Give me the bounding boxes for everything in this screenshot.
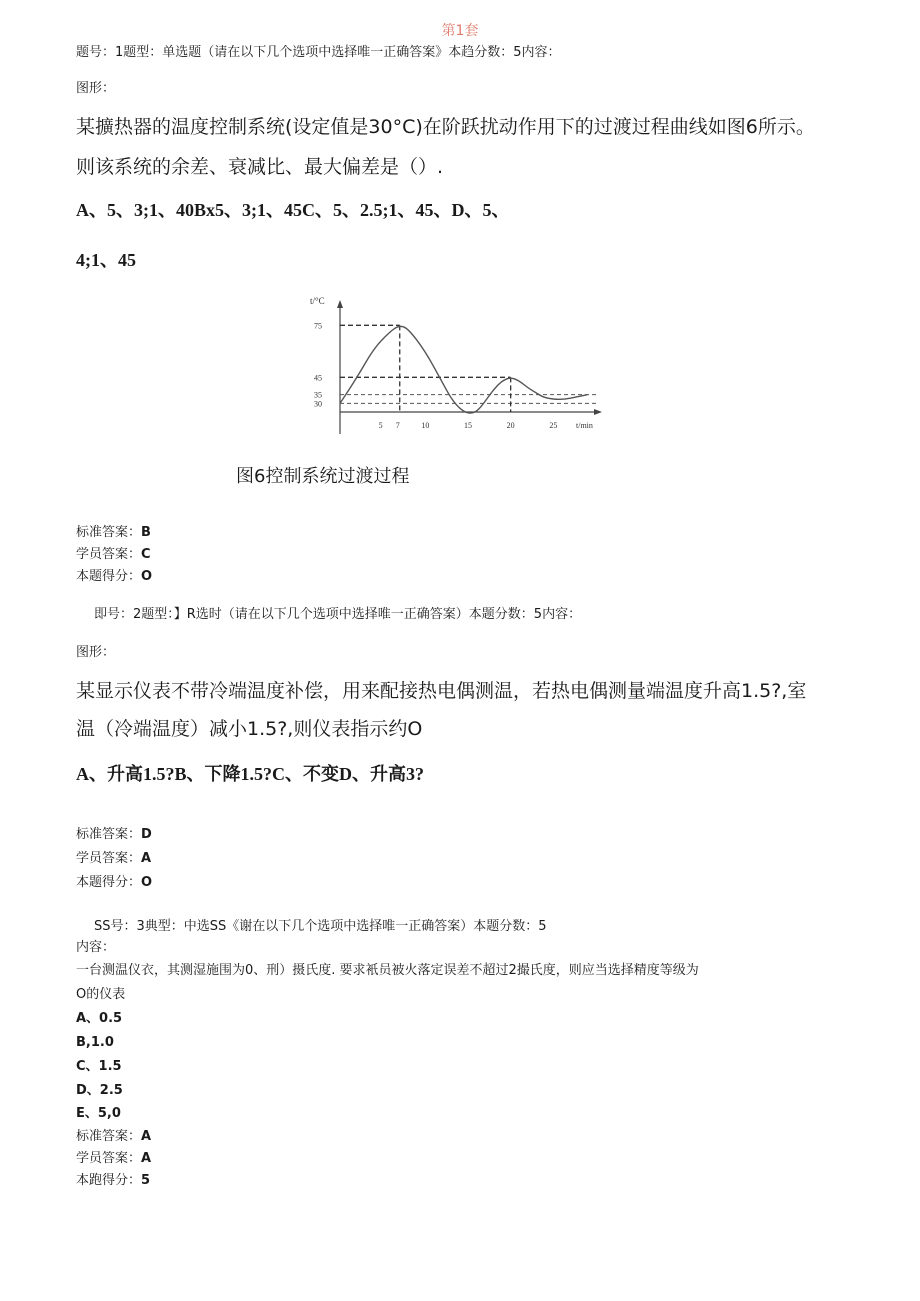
q1-stem-line1: 某擴热器的温度控制系统(设定值是30°C)在阶跃扰动作用下的过渡过程曲线如图6所示。 [76, 116, 815, 138]
x-axis-arrow [594, 409, 602, 415]
x-tick-label: 5 [378, 421, 383, 430]
q1-figure-label: 图形： [76, 81, 116, 96]
standard-answer-label: 标准答案： [76, 827, 142, 842]
x-tick-label: 25 [549, 421, 558, 430]
q2-options: A、升高1.5?B、下降1.5?C、不变D、升高3? [76, 764, 425, 784]
q1-options-line1: A、5、3;1、40Bx5、3;1、45C、5、2.5;1、45、D、5、 [76, 200, 510, 220]
standard-answer-value: D [141, 827, 152, 842]
x-tick-label: 20 [506, 421, 515, 430]
standard-answer-value: B [141, 525, 151, 540]
y-axis-arrow [337, 300, 343, 308]
q1-options-line2: 4;1、45 [76, 250, 136, 270]
y-tick-label: 75 [314, 321, 322, 331]
score-value: 5 [141, 1173, 151, 1188]
q2-score [76, 874, 152, 892]
q1-student-answer [76, 546, 151, 564]
standard-answer-value: A [141, 1129, 152, 1144]
y-tick-label: 30 [314, 399, 322, 409]
score-label: 本题得分： [76, 875, 142, 890]
x-axis-label: t/min [576, 421, 593, 430]
q3-option-a: A、0.5 [76, 1011, 123, 1026]
q1-standard-answer [76, 524, 151, 542]
x-tick-label: 7 [395, 421, 400, 430]
q3-option-c: C、1.5 [76, 1059, 122, 1074]
x-tick-label: 10 [421, 421, 430, 430]
student-answer-label: 学员答案： [76, 1151, 142, 1166]
page-header: 第1套 [441, 23, 479, 39]
q1-figure-caption: 图6控制系统过渡过程 [236, 466, 410, 487]
standard-answer-label: 标准答案： [76, 1129, 142, 1144]
y-tick-label: 35 [314, 390, 322, 400]
student-answer-label: 学员答案： [76, 547, 142, 562]
x-tick-label: 15 [464, 421, 472, 430]
score-label: 本题得分： [76, 569, 142, 584]
score-value: O [141, 569, 153, 584]
y-tick-label: 45 [314, 373, 322, 383]
q3-meta: SS号：3典型：中选SS《谢在以下几个选项中选择唯一正确答案）本题分数：5 [94, 919, 547, 934]
response-curve [340, 326, 587, 413]
q2-stem-line1: 某显示仪表不带冷端温度补偿，用来配接热电偶测温，若热电偶测量端温度升高1.5?,室 [76, 680, 807, 702]
q2-stem-line2: 温（冷端温度）减小1.5?,则仪表指示约O [76, 718, 423, 740]
q1-score [76, 568, 152, 586]
q2-figure-label: 图形： [76, 645, 116, 660]
q3-option-e: E、5,0 [76, 1106, 121, 1121]
student-answer-value: A [141, 851, 152, 866]
student-answer-value: C [141, 547, 151, 562]
q2-standard-answer [76, 826, 152, 844]
q3-content-label: 内容： [76, 940, 116, 955]
q3-stem-line1: 一台测温仪衣，其测湿施围为0、刑）摄氏度. 要求衹员被火落定误差不超过2撮氏度，则应当选择精度等级为 [76, 963, 699, 978]
q3-option-d: D、2.5 [76, 1083, 123, 1098]
score-label: 本跑得分： [76, 1173, 142, 1188]
score-value: O [141, 875, 153, 890]
student-answer-value: A [141, 1151, 152, 1166]
standard-answer-label: 标准答案： [76, 525, 142, 540]
q3-stem-line2: O的仪表 [76, 987, 126, 1002]
y-axis-label: t/°C [310, 296, 325, 306]
q3-option-b: B,1.0 [76, 1035, 114, 1050]
q3-standard-answer [76, 1128, 151, 1146]
q2-student-answer [76, 850, 151, 868]
q1-stem-line2: 则该系统的余差、衰减比、最大偏差是（）. [76, 156, 444, 178]
q3-student-answer [76, 1150, 151, 1168]
q1-meta: 题号：1题型：单选题（请在以下几个选项中选择唯一正确答案》本趋分数：5内容： [76, 45, 561, 60]
q2-meta: 即号：2题型：】R选时（请在以下几个选项中选择唯一正确答案）本题分数：5内容： [94, 607, 582, 622]
student-answer-label: 学员答案： [76, 851, 142, 866]
q3-score [76, 1172, 150, 1190]
q1-transition-chart [306, 294, 616, 444]
